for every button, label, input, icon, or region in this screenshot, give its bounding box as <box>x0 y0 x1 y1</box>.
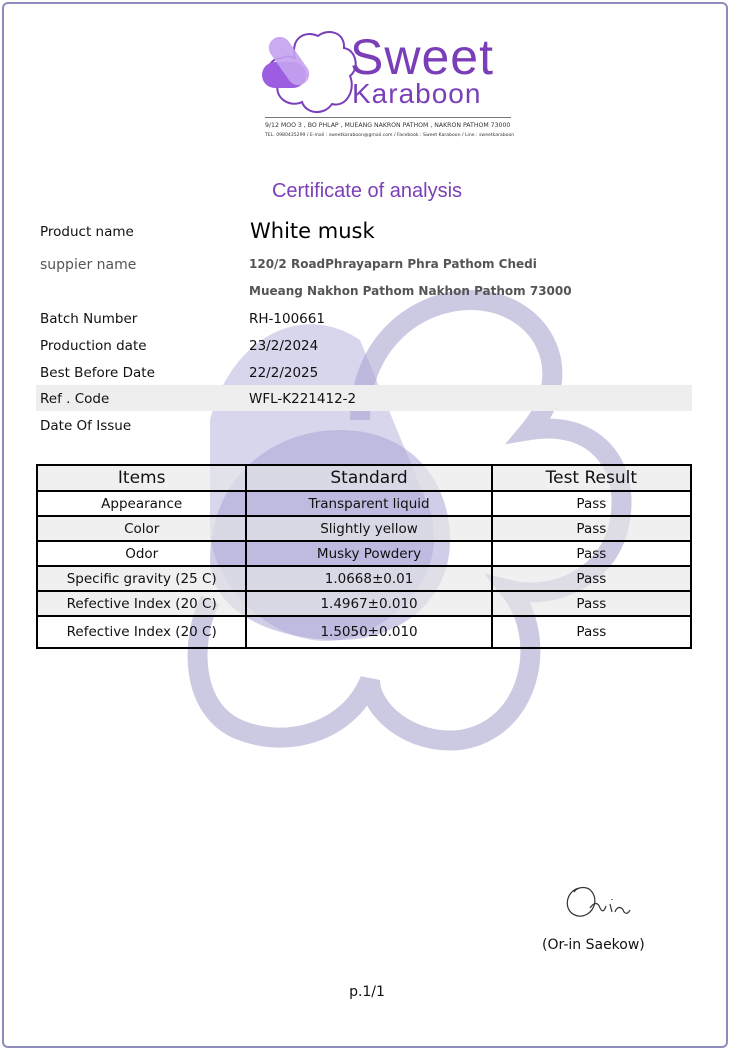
ref-code-label: Ref . Code <box>40 391 110 407</box>
item-cell: Odor <box>37 541 246 566</box>
table-header-row <box>37 465 691 491</box>
result-cell: Pass <box>492 491 691 516</box>
standard-cell: 1.4967±0.010 <box>246 591 491 616</box>
item-cell: Appearance <box>37 491 246 516</box>
signature-icon <box>560 878 640 928</box>
production-date-value: 23/2/2024 <box>249 338 319 354</box>
ref-row-highlight <box>36 385 692 411</box>
ref-code-value: WFL-K221412-2 <box>249 391 357 407</box>
table-row <box>37 491 691 516</box>
table-row <box>37 616 691 648</box>
result-cell: Pass <box>492 566 691 591</box>
table-row <box>37 566 691 591</box>
batch-value: RH-100661 <box>249 311 325 327</box>
analysis-table <box>36 464 692 649</box>
company-contact: TEL. 0980435299 / E-mail : sweetkaraboon@gmail.com / Facebook : Sweet Karaboon / Line : sweetkaraboon <box>265 133 515 138</box>
product-value: White musk <box>250 219 375 243</box>
table-row <box>37 516 691 541</box>
result-cell: Pass <box>492 516 691 541</box>
production-date-label: Production date <box>40 338 147 354</box>
result-cell: Pass <box>492 591 691 616</box>
best-before-value: 22/2/2025 <box>249 365 319 381</box>
item-cell: Refective Index (20 C) <box>37 591 246 616</box>
standard-cell: 1.5050±0.010 <box>246 616 491 648</box>
item-cell: Specific gravity (25 C) <box>37 566 246 591</box>
supplier-address-line2: Mueang Nakhon Pathom Nakhon Pathom 73000 <box>249 284 572 298</box>
standard-cell: Slightly yellow <box>246 516 491 541</box>
header-standard: Standard <box>246 465 491 491</box>
item-cell: Refective Index (20 C) <box>37 616 246 648</box>
signer-name: (Or-in Saekow) <box>542 937 645 953</box>
brand-name-line2: Karaboon <box>352 78 482 109</box>
header-test-result: Test Result <box>492 465 691 491</box>
supplier-address-line1: 120/2 RoadPhrayaparn Phra Pathom Chedi <box>249 257 537 271</box>
best-before-label: Best Before Date <box>40 365 155 381</box>
standard-cell: 1.0668±0.01 <box>246 566 491 591</box>
standard-cell: Transparent liquid <box>246 491 491 516</box>
header-items: Items <box>37 465 246 491</box>
supplier-label: suppier name <box>40 257 137 273</box>
document-title: Certificate of analysis <box>271 180 463 202</box>
date-of-issue-label: Date Of Issue <box>40 418 132 434</box>
standard-cell: Musky Powdery <box>246 541 491 566</box>
brand-name-line1: Sweet <box>350 29 494 85</box>
item-cell: Color <box>37 516 246 541</box>
header-divider <box>265 117 511 118</box>
result-cell: Pass <box>492 541 691 566</box>
page-number: p.1/1 <box>349 984 385 1000</box>
product-label: Product name <box>40 224 134 240</box>
company-address: 9/12 MOO 3 , BO PHLAP , MUEANG NAKRON PATHOM , NAKRON PATHOM 73000 <box>265 122 511 129</box>
batch-label: Batch Number <box>40 311 138 327</box>
table-row <box>37 541 691 566</box>
result-cell: Pass <box>492 616 691 648</box>
table-row <box>37 591 691 616</box>
